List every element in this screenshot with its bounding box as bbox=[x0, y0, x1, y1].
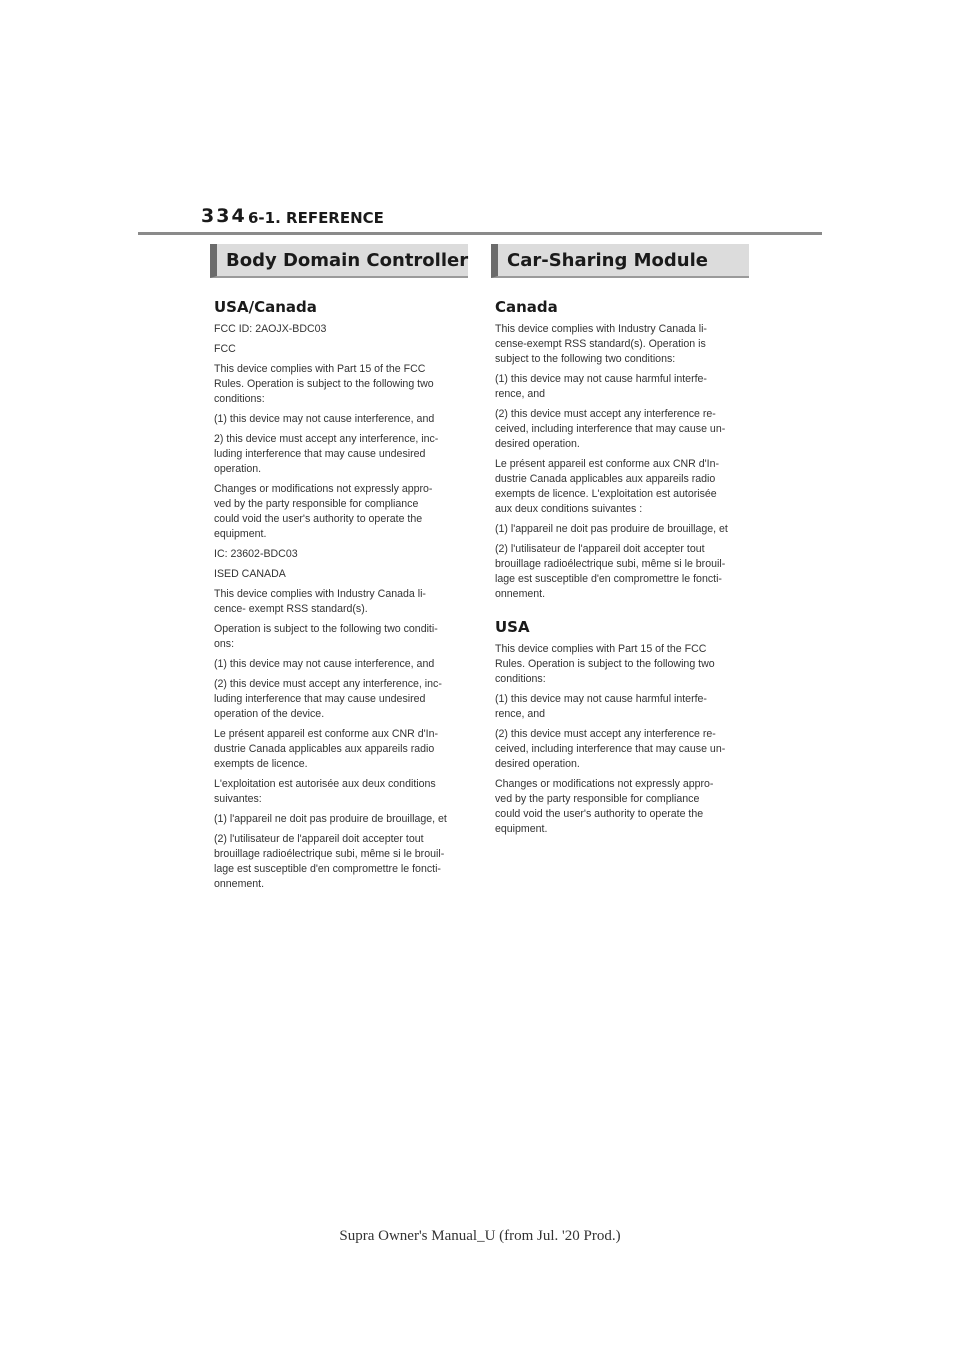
usa-canada-subheading: USA/Canada bbox=[214, 298, 317, 316]
body-domain-controller-heading: Body Domain Controller bbox=[210, 244, 468, 278]
paragraph: (1) this device may not cause interference, and bbox=[214, 658, 435, 670]
header-divider bbox=[138, 232, 822, 235]
paragraph: (2) l'utilisateur de l'appareil doit accepter tout brouillage radioélectrique subi, même si le brouil- lage est susceptible d'en compromettre le foncti- onnement. bbox=[495, 543, 726, 600]
paragraph: (1) l'appareil ne doit pas produire de brouillage, et bbox=[495, 523, 728, 535]
paragraph: Le présent appareil est conforme aux CNR d'In- dustrie Canada applicables aux appareils radio exempts de licence. bbox=[214, 728, 439, 770]
paragraph: This device complies with Industry Canada li- cense-exempt RSS standard(s). Operation is subject to the following two conditions: bbox=[495, 323, 707, 365]
canada-subheading: Canada bbox=[495, 298, 558, 316]
paragraph: FCC bbox=[214, 343, 236, 355]
paragraph: (1) this device may not cause harmful interfe- rence, and bbox=[495, 693, 707, 720]
usa-text bbox=[495, 642, 749, 837]
car-sharing-module-column bbox=[491, 244, 749, 842]
canada-text bbox=[495, 322, 749, 602]
paragraph: Changes or modifications not expressly appro- ved by the party responsible for compliance could void the user's authority to operate the equipment. bbox=[214, 483, 433, 540]
section-title: 6-1. REFERENCE bbox=[248, 209, 384, 227]
paragraph: (2) this device must accept any interference, inc- luding interference that may cause undesired operation of the device. bbox=[214, 678, 442, 720]
page-number: 334 bbox=[201, 205, 247, 227]
body-domain-controller-text bbox=[214, 322, 468, 892]
paragraph: (2) this device must accept any interference re- ceived, including interference that may cause un- desired operation. bbox=[495, 408, 726, 450]
manual-footer: Supra Owner's Manual_U (from Jul. '20 Prod.) bbox=[339, 1228, 621, 1244]
usa-subheading: USA bbox=[495, 618, 530, 636]
paragraph: 2) this device must accept any interference, inc- luding interference that may cause undesired operation. bbox=[214, 433, 439, 475]
paragraph: L'exploitation est autorisée aux deux conditions suivantes: bbox=[214, 778, 436, 805]
paragraph: (1) this device may not cause harmful interfe- rence, and bbox=[495, 373, 707, 400]
car-sharing-module-heading: Car-Sharing Module bbox=[491, 244, 749, 278]
paragraph: ISED CANADA bbox=[214, 568, 286, 580]
paragraph: Le présent appareil est conforme aux CNR d'In- dustrie Canada applicables aux appareils radio exempts de licence. L'exploitation est autorisée aux deux conditions suivantes : bbox=[495, 458, 720, 515]
paragraph: (2) l'utilisateur de l'appareil doit accepter tout brouillage radioélectrique subi, même si le brouil- lage est susceptible d'en compromettre le foncti- onnement. bbox=[214, 833, 445, 890]
paragraph: (1) this device may not cause interference, and bbox=[214, 413, 435, 425]
paragraph: (1) l'appareil ne doit pas produire de brouillage, et bbox=[214, 813, 447, 825]
paragraph: This device complies with Part 15 of the FCC Rules. Operation is subject to the following two conditions: bbox=[495, 643, 715, 685]
paragraph: IC: 23602-BDC03 bbox=[214, 548, 298, 560]
paragraph: Operation is subject to the following two conditi- ons: bbox=[214, 623, 438, 650]
paragraph: Changes or modifications not expressly appro- ved by the party responsible for compliance could void the user's authority to operate the equipment. bbox=[495, 778, 714, 835]
paragraph: This device complies with Part 15 of the FCC Rules. Operation is subject to the following two conditions: bbox=[214, 363, 434, 405]
paragraph: FCC ID: 2AOJX-BDC03 bbox=[214, 323, 327, 335]
paragraph: This device complies with Industry Canada li- cence- exempt RSS standard(s). bbox=[214, 588, 426, 615]
body-domain-controller-column bbox=[210, 244, 468, 897]
paragraph: (2) this device must accept any interference re- ceived, including interference that may cause un- desired operation. bbox=[495, 728, 726, 770]
